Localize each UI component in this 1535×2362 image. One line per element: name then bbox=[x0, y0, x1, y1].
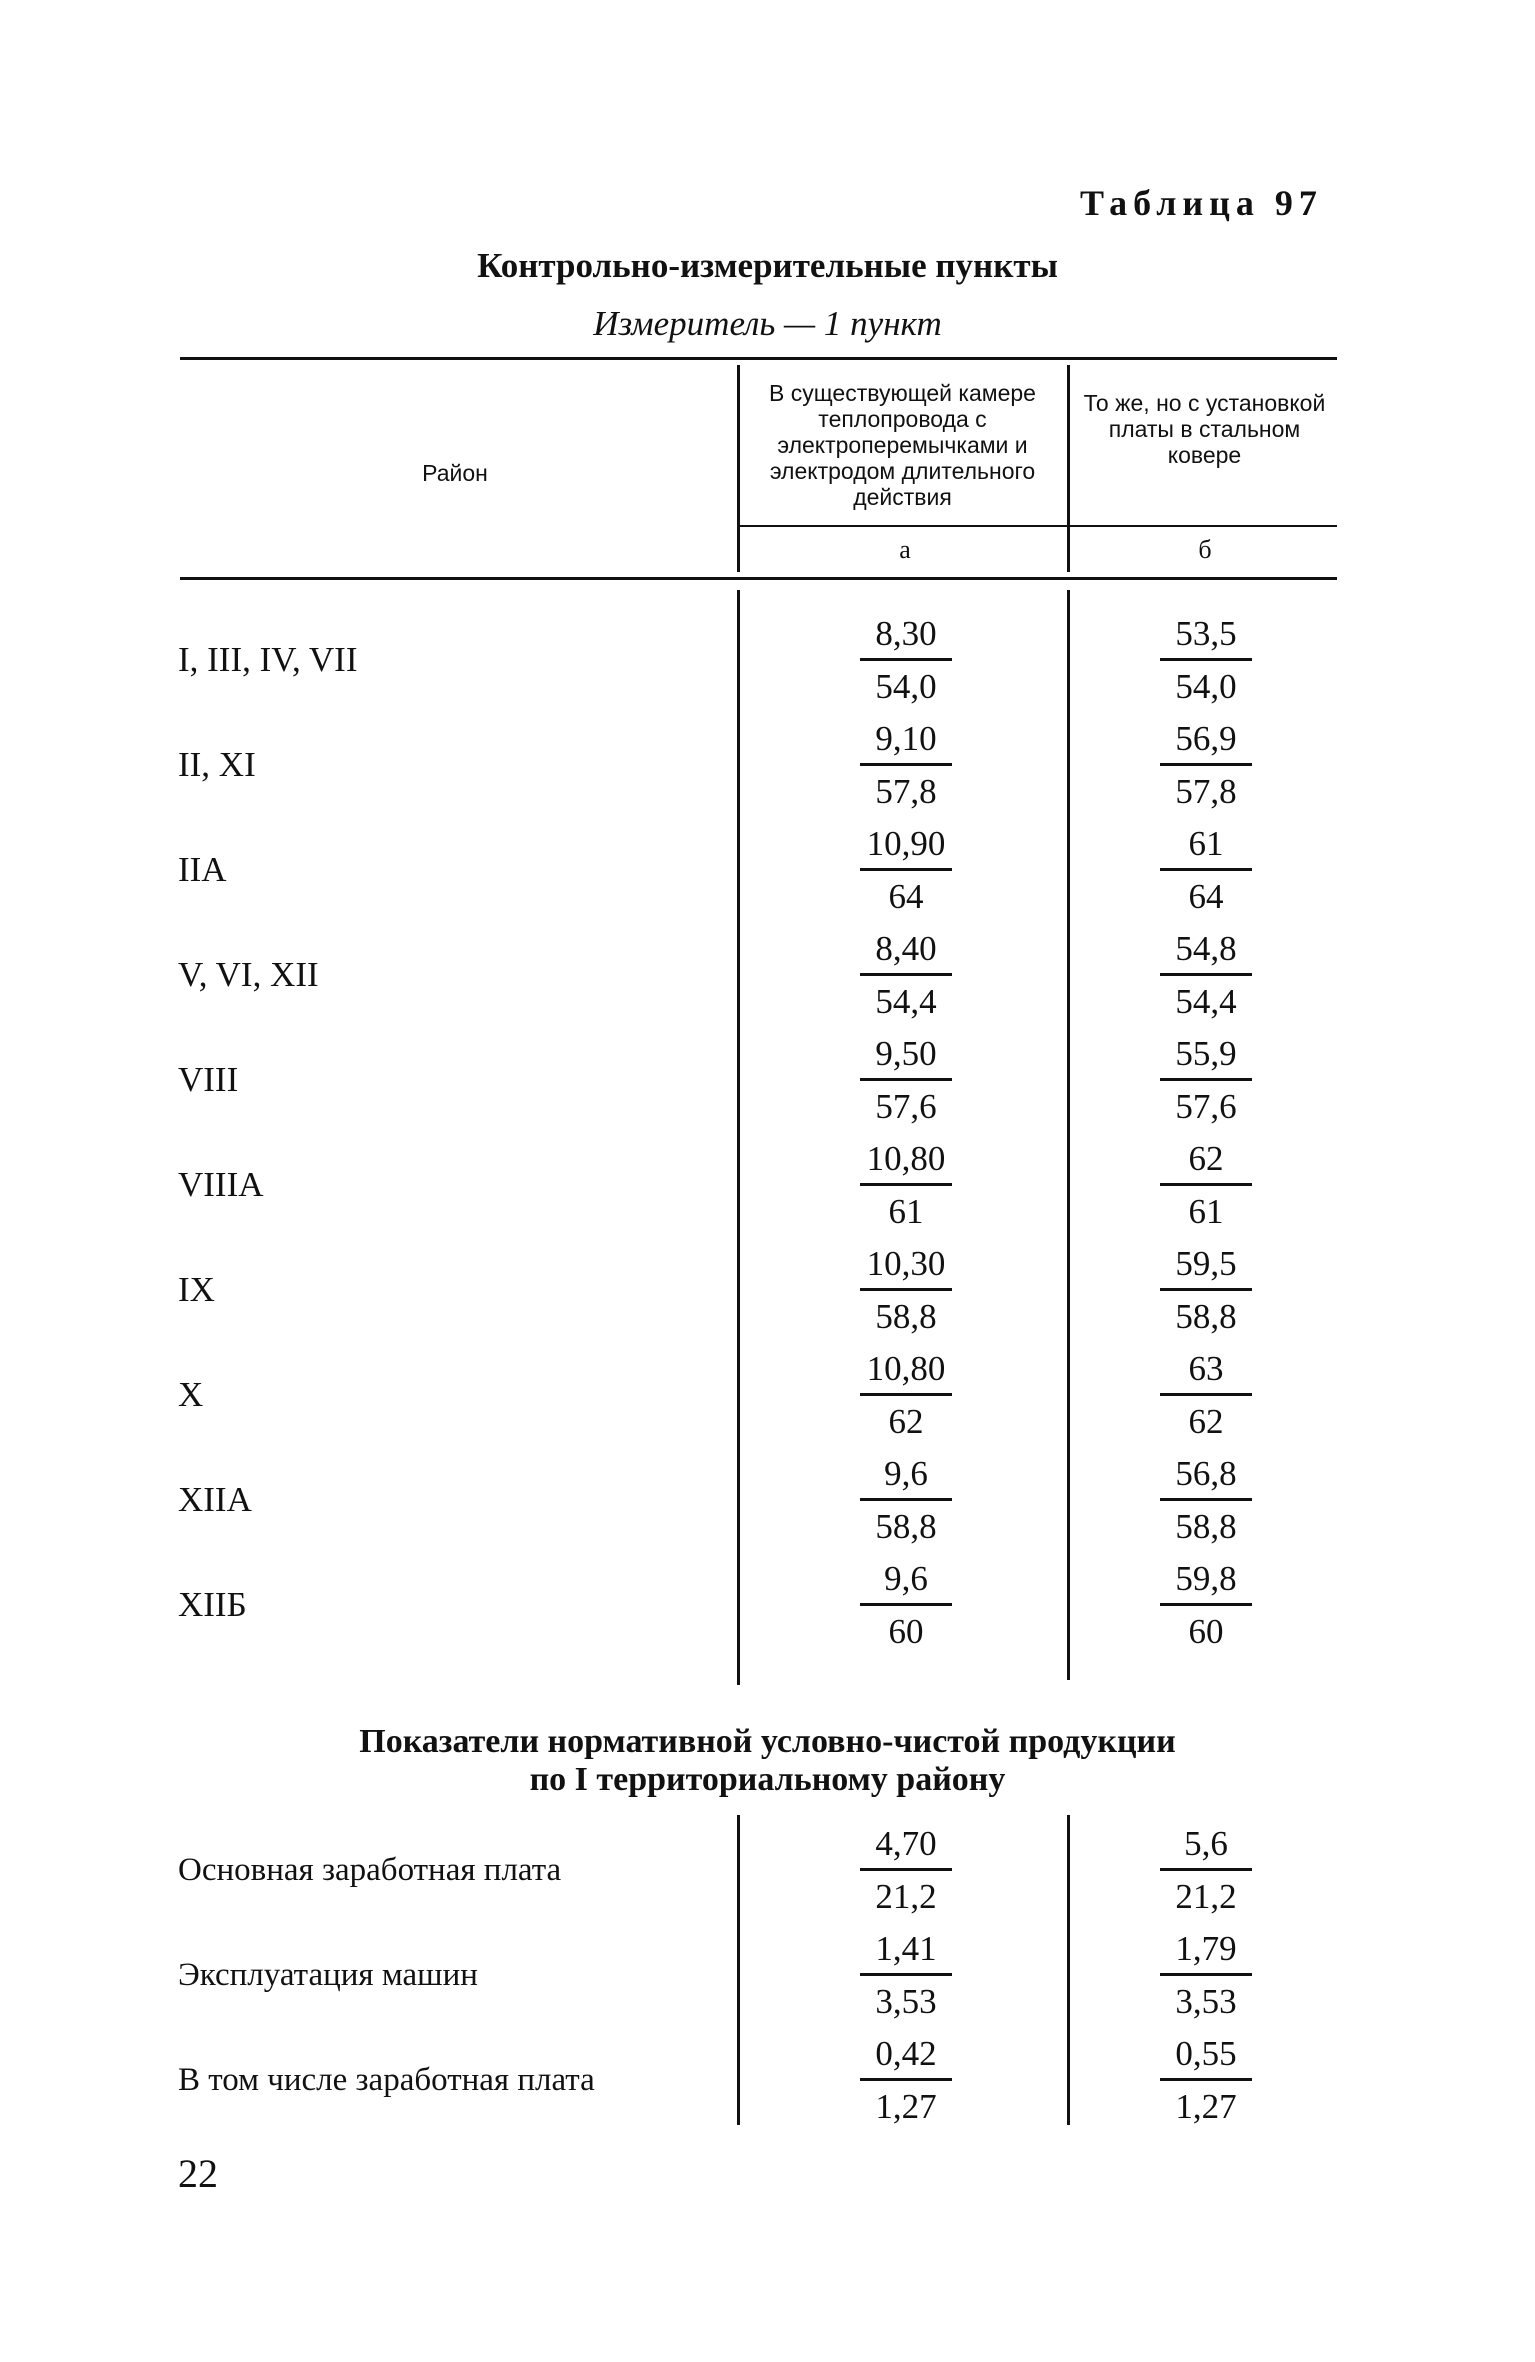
indicator-fraction-col-a bbox=[831, 2030, 981, 2129]
table-subtitle: Измеритель — 1 пункт bbox=[593, 304, 942, 343]
fraction-denominator: 1,27 bbox=[875, 2087, 937, 2126]
header-bottom-rule bbox=[180, 577, 1337, 580]
fraction-col-a bbox=[831, 820, 981, 919]
fraction-col-b bbox=[1131, 925, 1281, 1024]
indicators-divider-2 bbox=[1067, 1815, 1070, 2125]
fraction-numerator: 62 bbox=[1188, 1139, 1224, 1178]
fraction-col-b bbox=[1131, 1450, 1281, 1549]
fraction-denominator: 3,53 bbox=[1175, 1982, 1237, 2021]
fraction-numerator: 0,55 bbox=[1175, 2034, 1237, 2073]
fraction-denominator: 64 bbox=[1188, 877, 1224, 916]
header-col-a: В существующей камере теплопровода с электроперемычками и электродом длительного действия bbox=[769, 380, 1036, 510]
fraction-denominator: 54,4 bbox=[1175, 982, 1237, 1021]
row-region-label: IIA bbox=[178, 850, 227, 889]
fraction-numerator: 9,50 bbox=[875, 1034, 937, 1073]
fraction-denominator: 54,0 bbox=[1175, 667, 1237, 706]
fraction-denominator: 3,53 bbox=[875, 1982, 937, 2021]
fraction-numerator: 59,5 bbox=[1175, 1244, 1237, 1283]
fraction-numerator: 9,6 bbox=[884, 1559, 928, 1598]
fraction-col-b bbox=[1131, 610, 1281, 709]
fraction-denominator: 61 bbox=[1188, 1192, 1224, 1231]
fraction-denominator: 1,27 bbox=[1175, 2087, 1237, 2126]
fraction-denominator: 54,0 bbox=[875, 667, 937, 706]
fraction-numerator: 61 bbox=[1188, 824, 1224, 863]
header-top-rule bbox=[180, 357, 1337, 360]
fraction-denominator: 57,8 bbox=[875, 772, 937, 811]
row-region-label: XIIA bbox=[178, 1480, 252, 1519]
fraction-denominator: 57,8 bbox=[1175, 772, 1237, 811]
fraction-col-a bbox=[831, 1030, 981, 1129]
indicators-title-line2: по I территориальному району bbox=[529, 1761, 1006, 1798]
fraction-numerator: 4,70 bbox=[875, 1824, 937, 1863]
fraction-numerator: 9,6 bbox=[884, 1454, 928, 1493]
fraction-numerator: 0,42 bbox=[875, 2034, 937, 2073]
fraction-denominator: 60 bbox=[1188, 1612, 1224, 1651]
header-region: Район bbox=[422, 460, 488, 486]
indicator-fraction-col-b bbox=[1131, 1820, 1281, 1919]
fraction-col-a bbox=[831, 1345, 981, 1444]
fraction-col-b bbox=[1131, 1030, 1281, 1129]
fraction-denominator: 64 bbox=[888, 877, 924, 916]
fraction-numerator: 59,8 bbox=[1175, 1559, 1237, 1598]
col-a-letter: а bbox=[899, 535, 911, 564]
row-region-label: X bbox=[178, 1375, 204, 1414]
fraction-denominator: 58,8 bbox=[875, 1507, 937, 1546]
fraction-denominator: 62 bbox=[1188, 1402, 1224, 1441]
fraction-col-a bbox=[831, 1135, 981, 1234]
fraction-col-a bbox=[831, 1240, 981, 1339]
header-divider-1 bbox=[737, 365, 740, 572]
fraction-numerator: 1,79 bbox=[1175, 1929, 1237, 1968]
fraction-numerator: 55,9 bbox=[1175, 1034, 1237, 1073]
row-region-label: VIIIA bbox=[178, 1165, 264, 1204]
body-divider-1 bbox=[737, 590, 740, 1685]
table-label: Таблица 97 bbox=[1080, 183, 1323, 223]
fraction-numerator: 53,5 bbox=[1175, 614, 1237, 653]
page-number: 22 bbox=[178, 2151, 218, 2196]
fraction-denominator: 60 bbox=[888, 1612, 924, 1651]
fraction-numerator: 8,30 bbox=[875, 614, 937, 653]
fraction-col-b bbox=[1131, 1240, 1281, 1339]
fraction-numerator: 56,9 bbox=[1175, 719, 1237, 758]
fraction-denominator: 58,8 bbox=[875, 1297, 937, 1336]
row-region-label: V, VI, XII bbox=[178, 955, 319, 994]
fraction-denominator: 57,6 bbox=[1175, 1087, 1237, 1126]
fraction-denominator: 21,2 bbox=[1175, 1877, 1237, 1916]
fraction-numerator: 10,90 bbox=[866, 824, 946, 863]
fraction-col-a bbox=[831, 925, 981, 1024]
fraction-denominator: 57,6 bbox=[875, 1087, 937, 1126]
fraction-numerator: 1,41 bbox=[875, 1929, 937, 1968]
fraction-numerator: 10,80 bbox=[866, 1139, 946, 1178]
fraction-denominator: 58,8 bbox=[1175, 1507, 1237, 1546]
table-title: Контрольно-измерительные пункты bbox=[477, 246, 1058, 285]
fraction-numerator: 8,40 bbox=[875, 929, 937, 968]
fraction-col-a bbox=[831, 610, 981, 709]
indicators-title-line1: Показатели нормативной условно-чистой продукции bbox=[359, 1723, 1176, 1760]
indicators-divider-1 bbox=[737, 1815, 740, 2125]
fraction-col-b bbox=[1131, 1345, 1281, 1444]
indicator-fraction-col-b bbox=[1131, 2030, 1281, 2129]
fraction-denominator: 61 bbox=[888, 1192, 924, 1231]
row-region-label: I, III, IV, VII bbox=[178, 640, 358, 679]
letter-row-rule bbox=[739, 525, 1337, 527]
fraction-col-a bbox=[831, 1450, 981, 1549]
row-region-label: IX bbox=[178, 1270, 215, 1309]
col-b-letter: б bbox=[1198, 535, 1212, 564]
fraction-denominator: 54,4 bbox=[875, 982, 937, 1021]
fraction-col-b bbox=[1131, 1135, 1281, 1234]
fraction-numerator: 56,8 bbox=[1175, 1454, 1237, 1493]
fraction-numerator: 10,30 bbox=[866, 1244, 946, 1283]
indicator-label: Основная заработная плата bbox=[178, 1852, 562, 1888]
row-region-label: VIII bbox=[178, 1060, 239, 1099]
fraction-numerator: 5,6 bbox=[1184, 1824, 1228, 1863]
fraction-col-a bbox=[831, 715, 981, 814]
row-region-label: XIIБ bbox=[178, 1585, 247, 1624]
indicator-label: Эксплуатация машин bbox=[178, 1957, 478, 1993]
fraction-denominator: 21,2 bbox=[875, 1877, 937, 1916]
header-col-b: То же, но с установкой платы в стальном ковере bbox=[1083, 390, 1326, 468]
indicator-fraction-col-b bbox=[1131, 1925, 1281, 2024]
row-region-label: II, XI bbox=[178, 745, 256, 784]
fraction-col-b bbox=[1131, 1555, 1281, 1654]
fraction-col-b bbox=[1131, 715, 1281, 814]
fraction-numerator: 54,8 bbox=[1175, 929, 1237, 968]
fraction-col-b bbox=[1131, 820, 1281, 919]
body-divider-2 bbox=[1067, 590, 1070, 1680]
fraction-numerator: 10,80 bbox=[866, 1349, 946, 1388]
fraction-col-a bbox=[831, 1555, 981, 1654]
fraction-denominator: 62 bbox=[888, 1402, 924, 1441]
indicator-fraction-col-a bbox=[831, 1820, 981, 1919]
fraction-numerator: 9,10 bbox=[875, 719, 937, 758]
indicator-label: В том числе заработная плата bbox=[178, 2062, 595, 2098]
fraction-denominator: 58,8 bbox=[1175, 1297, 1237, 1336]
fraction-numerator: 63 bbox=[1188, 1349, 1224, 1388]
indicator-fraction-col-a bbox=[831, 1925, 981, 2024]
